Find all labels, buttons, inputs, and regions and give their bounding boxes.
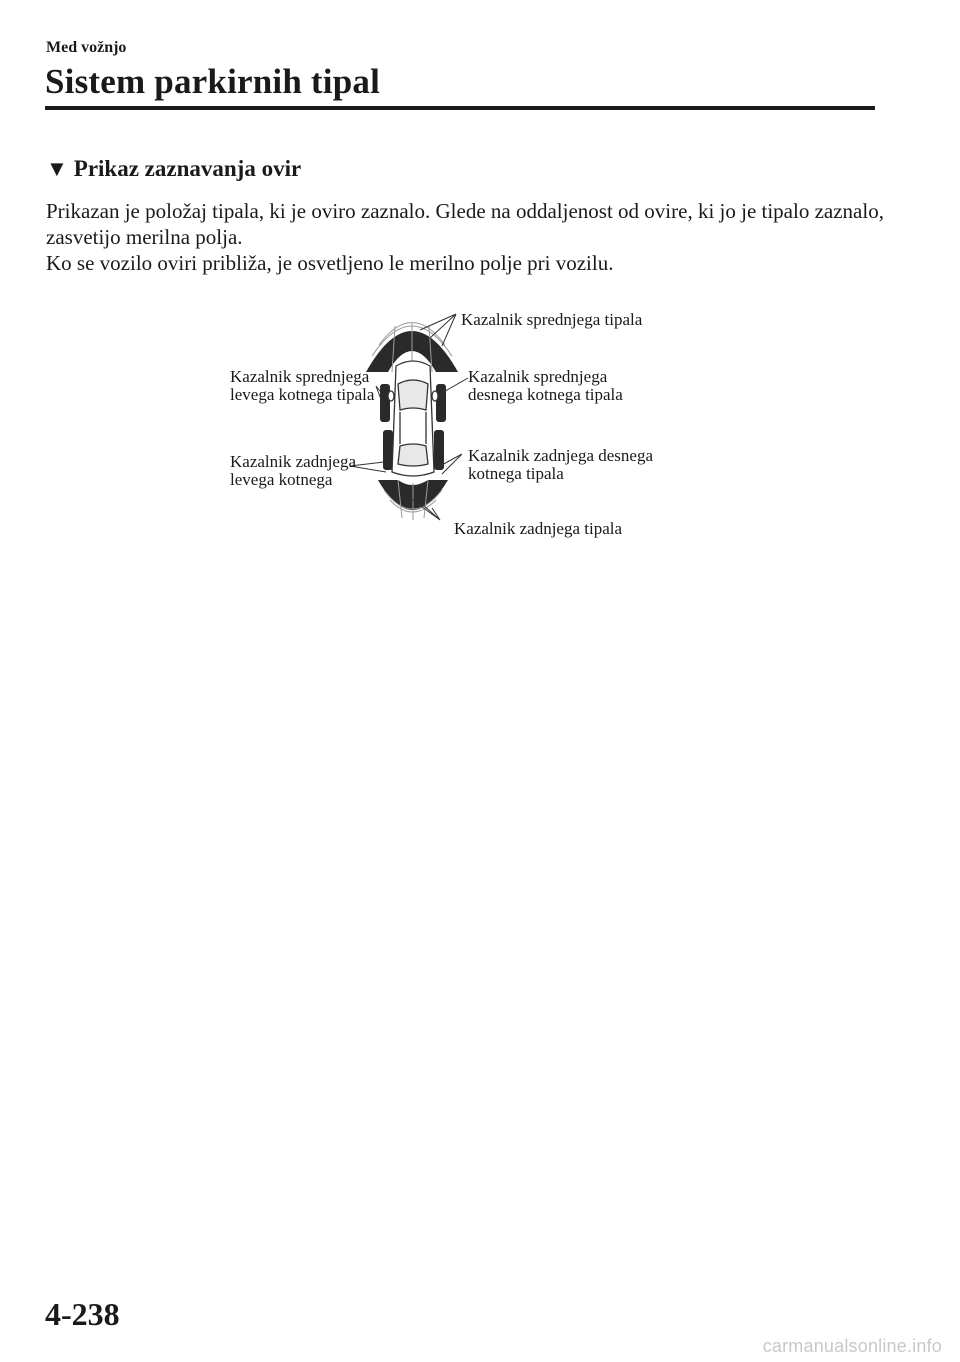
car-top-view — [388, 361, 438, 476]
paragraph: Ko se vozilo oviri približa, je osvetljeno le merilno polje pri vozilu. — [46, 251, 614, 275]
right-rear-side-zone — [434, 430, 444, 470]
label-front-left-line2: levega kotnega tipala — [230, 385, 375, 404]
section-heading-text: Prikaz zaznavanja ovir — [73, 156, 302, 181]
page-title: Sistem parkirnih tipal — [45, 62, 381, 101]
label-rear-left-line2: levega kotnega — [230, 470, 333, 489]
label-rear-sensor: Kazalnik zadnjega tipala — [454, 519, 623, 538]
label-front-left-line1: Kazalnik sprednjega — [230, 367, 370, 386]
left-rear-side-zone — [383, 430, 393, 470]
label-front-sensor: Kazalnik sprednjega tipala — [461, 310, 643, 329]
watermark: carmanualsonline.info — [762, 1336, 942, 1356]
left-front-side-zone — [380, 384, 390, 422]
label-rear-right-line1: Kazalnik zadnjega desnega — [468, 446, 654, 465]
chapter-label: Med vožnjo — [46, 39, 127, 56]
label-front-right-line2: desnega kotnega tipala — [468, 385, 623, 404]
right-front-side-zone — [436, 384, 446, 422]
label-rear-left-line1: Kazalnik zadnjega — [230, 452, 357, 471]
down-triangle-icon: ▼ — [46, 156, 68, 181]
page-number: 4-238 — [45, 1296, 120, 1332]
paragraph: Prikazan je položaj tipala, ki je oviro zaznalo. Glede na oddaljenost od ovire, ki jo je tipalo zaznalo, zasvetijo merilna polja. — [46, 199, 884, 249]
label-front-right-line1: Kazalnik sprednjega — [468, 367, 608, 386]
label-rear-right-line2: kotnega tipala — [468, 464, 564, 483]
